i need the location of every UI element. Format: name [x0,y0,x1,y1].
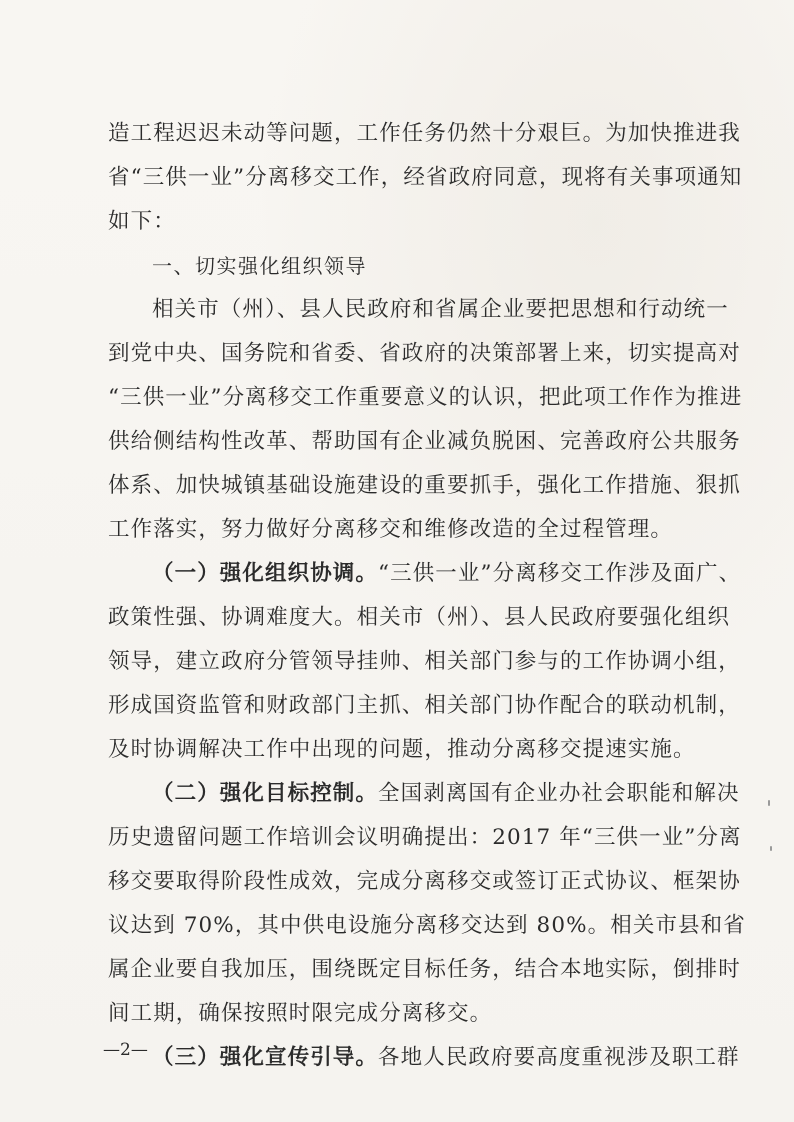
body-line: 间工期，确保按照时限完成分离移交。 [108,1001,493,1026]
subsection-title: （三）强化宣传引导。 [152,1045,379,1070]
body-line: 形成国资监管和财政部门主抓、相关部门协作配合的联动机制， [108,693,741,718]
subsection-paragraph-start [108,772,740,816]
body-line: 相关市（州）、县人民政府和省属企业要把思想和行动统一 [152,297,729,322]
body-line: 省“三供一业”分离移交工作，经省政府同意，现将有关事项通知 [108,165,743,190]
body-line: 及时协调解决工作中出现的问题，推动分离移交提速实施。 [108,737,696,762]
subsection-title: （二）强化目标控制。 [152,781,379,806]
subsection-text: 全国剥离国有企业办社会职能和解决 [378,781,740,806]
document-body [108,112,746,1080]
body-line: 工作落实，努力做好分离移交和维修改造的全过程管理。 [108,517,674,542]
section-heading: 一、切实强化组织领导 [152,254,367,278]
body-line: 政策性强、协调难度大。相关市（州）、县人民政府要强化组织 [108,605,731,630]
body-line: 移交要取得阶段性成效，完成分离移交或签订正式协议、框架协 [108,869,741,894]
body-line: 领导，建立政府分管领导挂帅、相关部门参与的工作协调小组， [108,649,741,674]
subsection-paragraph-start [108,1036,740,1080]
body-line: 造工程迟迟未动等问题，工作任务仍然十分艰巨。为加快推进我 [108,121,741,146]
page-number: —2— [103,1040,148,1060]
subsection-paragraph-start [108,552,742,596]
subsection-text: “三供一业”分离移交工作涉及面广、 [378,561,742,586]
body-line: 属企业要自我加压，围绕既定目标任务，结合本地实际，倒排时 [108,957,741,982]
body-line: 议达到 70%，其中供电设施分离移交达到 80%。相关市县和省 [108,913,746,938]
body-line: 历史遗留问题工作培训会议明确提出：2017 年“三供一业”分离 [108,825,742,850]
body-line: 体系、加快城镇基础设施建设的重要抓手，强化工作措施、狠抓 [108,473,741,498]
scan-speck [768,800,770,806]
body-line: 到党中央、国务院和省委、省政府的决策部署上来，切实提高对 [108,341,741,366]
scan-speck [770,846,772,851]
body-line: 如下： [108,209,176,234]
subsection-title: （一）强化组织协调。 [152,561,379,586]
subsection-text: 各地人民政府要高度重视涉及职工群 [378,1045,740,1070]
body-line: 供给侧结构性改革、帮助国有企业减负脱困、完善政府公共服务 [108,429,741,454]
body-line: “三供一业”分离移交工作重要意义的认识，把此项工作作为推进 [108,385,743,410]
